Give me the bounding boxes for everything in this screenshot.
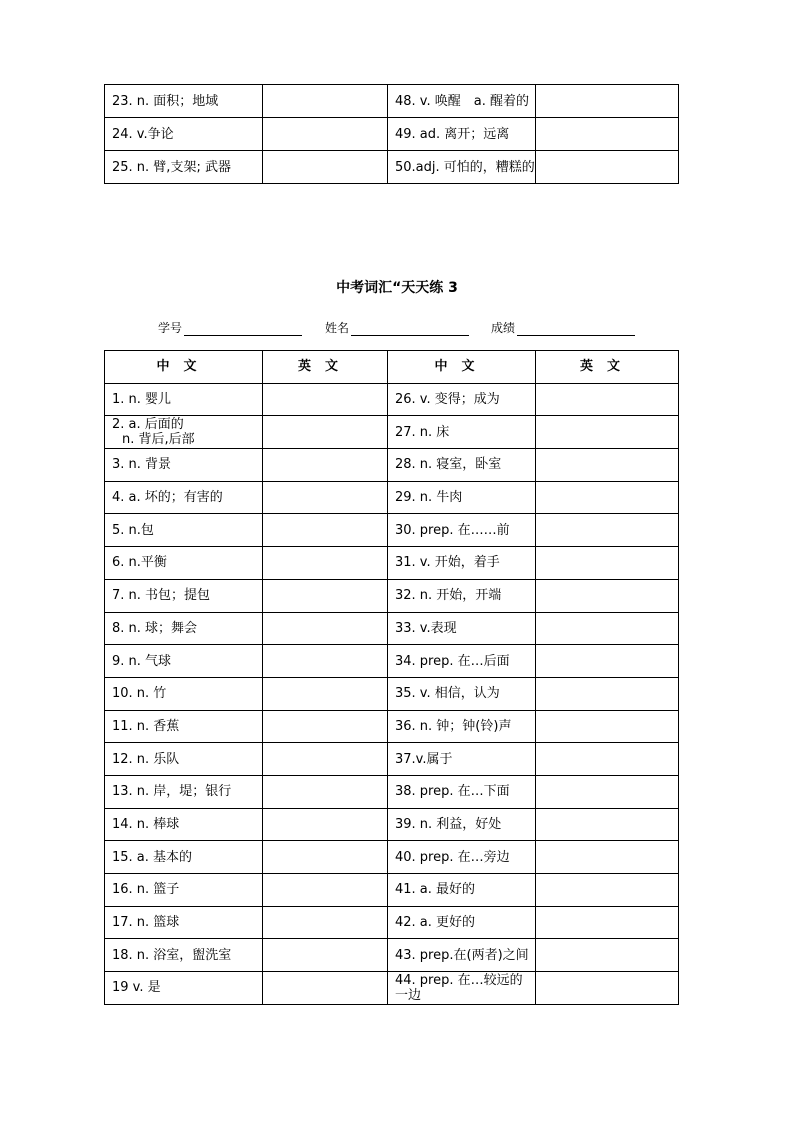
english-answer-blank-right[interactable] bbox=[536, 645, 679, 678]
english-answer-blank-right[interactable] bbox=[536, 151, 679, 184]
student-no-label: 学号 bbox=[158, 321, 183, 335]
chinese-prompt-right bbox=[388, 151, 536, 184]
english-answer-blank-right[interactable] bbox=[536, 118, 679, 151]
prompt-text: 23. n. 面积；地域 bbox=[112, 93, 219, 109]
english-answer-blank-right[interactable] bbox=[536, 579, 679, 612]
chinese-prompt-right bbox=[388, 612, 536, 645]
chinese-prompt-right bbox=[388, 939, 536, 972]
table-row bbox=[105, 743, 679, 776]
table-row bbox=[105, 808, 679, 841]
prompt-text: 19 v. 是 bbox=[112, 980, 161, 996]
english-answer-blank-right[interactable] bbox=[536, 547, 679, 580]
english-answer-blank-right[interactable] bbox=[536, 939, 679, 972]
prompt-text: 26. v. 变得；成为 bbox=[395, 392, 500, 408]
prompt-text: 38. prep. 在…下面 bbox=[395, 784, 510, 800]
prompt-text: 41. a. 最好的 bbox=[395, 882, 476, 898]
table-row bbox=[105, 151, 679, 184]
table-row bbox=[105, 775, 679, 808]
chinese-prompt-left bbox=[105, 481, 263, 514]
chinese-prompt-left bbox=[105, 677, 263, 710]
chinese-prompt-left bbox=[105, 118, 263, 151]
english-answer-blank-left[interactable] bbox=[263, 677, 388, 710]
table-row bbox=[105, 645, 679, 678]
english-answer-blank-left[interactable] bbox=[263, 579, 388, 612]
chinese-prompt-left bbox=[105, 906, 263, 939]
chinese-prompt-left bbox=[105, 743, 263, 776]
english-answer-blank-left[interactable] bbox=[263, 547, 388, 580]
table-row bbox=[105, 514, 679, 547]
prompt-text: 34. prep. 在…后面 bbox=[395, 653, 510, 669]
student-no-field[interactable] bbox=[158, 319, 302, 336]
prompt-text: 36. n. 钟；钟(铃)声 bbox=[395, 718, 512, 734]
prompt-text: 29. n. 牛肉 bbox=[395, 490, 463, 506]
chinese-prompt-left bbox=[105, 416, 263, 449]
chinese-prompt-left bbox=[105, 775, 263, 808]
table-row bbox=[105, 612, 679, 645]
english-answer-blank-right[interactable] bbox=[536, 85, 679, 118]
english-answer-blank-right[interactable] bbox=[536, 514, 679, 547]
chinese-prompt-left bbox=[105, 841, 263, 874]
english-answer-blank-left[interactable] bbox=[263, 481, 388, 514]
chinese-prompt-left bbox=[105, 547, 263, 580]
chinese-prompt-right bbox=[388, 514, 536, 547]
chinese-prompt-right bbox=[388, 743, 536, 776]
chinese-prompt-left bbox=[105, 151, 263, 184]
name-field[interactable] bbox=[325, 319, 469, 336]
table-row bbox=[105, 547, 679, 580]
table-row bbox=[105, 449, 679, 482]
english-answer-blank-left[interactable] bbox=[263, 416, 388, 449]
english-answer-blank-right[interactable] bbox=[536, 874, 679, 907]
english-answer-blank-left[interactable] bbox=[263, 906, 388, 939]
chinese-prompt-left bbox=[105, 808, 263, 841]
english-answer-blank-right[interactable] bbox=[536, 383, 679, 416]
english-answer-blank-right[interactable] bbox=[536, 906, 679, 939]
prompt-text: 44. prep. 在…较远的一边 bbox=[395, 972, 523, 1003]
english-answer-blank-left[interactable] bbox=[263, 808, 388, 841]
prompt-text: 6. n.平衡 bbox=[112, 555, 167, 571]
english-answer-blank-left[interactable] bbox=[263, 151, 388, 184]
chinese-prompt-left bbox=[105, 972, 263, 1005]
prompt-text: 31. v. 开始，着手 bbox=[395, 555, 500, 571]
student-no-blank[interactable] bbox=[184, 322, 302, 336]
chinese-prompt-right bbox=[388, 645, 536, 678]
english-answer-blank-left[interactable] bbox=[263, 514, 388, 547]
english-answer-blank-right[interactable] bbox=[536, 743, 679, 776]
prompt-text: 39. n. 利益，好处 bbox=[395, 816, 502, 832]
prompt-text: 27. n. 床 bbox=[395, 424, 450, 440]
prompt-text: 17. n. 篮球 bbox=[112, 915, 180, 931]
table-row bbox=[105, 481, 679, 514]
english-answer-blank-left[interactable] bbox=[263, 874, 388, 907]
table-row bbox=[105, 416, 679, 449]
prompt-text: 32. n. 开始，开端 bbox=[395, 588, 502, 604]
chinese-prompt-right bbox=[388, 677, 536, 710]
table-row bbox=[105, 841, 679, 874]
top-vocab-table bbox=[104, 84, 679, 184]
prompt-text: 16. n. 篮子 bbox=[112, 882, 180, 898]
english-answer-blank-left[interactable] bbox=[263, 775, 388, 808]
chinese-prompt-right bbox=[388, 775, 536, 808]
prompt-text: 37.v.属于 bbox=[395, 751, 453, 767]
english-answer-blank-right[interactable] bbox=[536, 710, 679, 743]
main-vocab-table bbox=[104, 350, 679, 1005]
prompt-text: 2. a. 后面的 bbox=[112, 417, 184, 433]
table-row bbox=[105, 579, 679, 612]
prompt-text: 33. v.表现 bbox=[395, 620, 457, 636]
chinese-prompt-right bbox=[388, 383, 536, 416]
table-row bbox=[105, 677, 679, 710]
name-blank[interactable] bbox=[351, 322, 469, 336]
prompt-text-line2: n. 背后,后部 bbox=[122, 432, 195, 448]
prompt-text: 35. v. 相信，认为 bbox=[395, 686, 500, 702]
table-row bbox=[105, 710, 679, 743]
chinese-prompt-right bbox=[388, 841, 536, 874]
chinese-prompt-left bbox=[105, 383, 263, 416]
prompt-text: 40. prep. 在…旁边 bbox=[395, 849, 510, 865]
table-row bbox=[105, 874, 679, 907]
prompt-text: 3. n. 背景 bbox=[112, 457, 172, 473]
english-answer-blank-right[interactable] bbox=[536, 449, 679, 482]
prompt-text: 50.adj. 可怕的，糟糕的 bbox=[395, 159, 535, 175]
english-answer-blank-left[interactable] bbox=[263, 85, 388, 118]
prompt-text: 12. n. 乐队 bbox=[112, 751, 180, 767]
prompt-text: 28. n. 寝室，卧室 bbox=[395, 457, 502, 473]
prompt-text: 9. n. 气球 bbox=[112, 653, 172, 669]
prompt-text: 49. ad. 离开；远离 bbox=[395, 126, 510, 142]
prompt-text: 1. n. 婴儿 bbox=[112, 392, 172, 408]
prompt-text: 42. a. 更好的 bbox=[395, 915, 476, 931]
prompt-text: 11. n. 香蕉 bbox=[112, 718, 180, 734]
prompt-text: 10. n. 竹 bbox=[112, 686, 167, 702]
english-answer-blank-right[interactable] bbox=[536, 808, 679, 841]
prompt-text: 13. n. 岸，堤；银行 bbox=[112, 784, 232, 800]
english-answer-blank-left[interactable] bbox=[263, 383, 388, 416]
english-answer-blank-left[interactable] bbox=[263, 118, 388, 151]
prompt-text: 48. v. 唤醒 a. 醒着的 bbox=[395, 93, 529, 109]
top-table-body bbox=[105, 85, 679, 184]
prompt-text: 7. n. 书包；提包 bbox=[112, 588, 211, 604]
chinese-prompt-left bbox=[105, 645, 263, 678]
score-blank[interactable] bbox=[517, 322, 635, 336]
english-answer-blank-left[interactable] bbox=[263, 939, 388, 972]
table-row bbox=[105, 972, 679, 1005]
english-answer-blank-left[interactable] bbox=[263, 449, 388, 482]
table-header-row bbox=[105, 351, 679, 384]
chinese-prompt-right bbox=[388, 449, 536, 482]
chinese-prompt-left bbox=[105, 579, 263, 612]
chinese-prompt-right bbox=[388, 416, 536, 449]
chinese-prompt-right bbox=[388, 547, 536, 580]
page-title: 中考词汇“天天练 3 bbox=[336, 280, 458, 296]
prompt-text: 30. prep. 在……前 bbox=[395, 522, 510, 538]
header-english-1: 英文 bbox=[263, 351, 388, 384]
chinese-prompt-right bbox=[388, 972, 536, 1005]
header-english-2: 英文 bbox=[536, 351, 679, 384]
english-answer-blank-left[interactable] bbox=[263, 645, 388, 678]
header-chinese-1: 中文 bbox=[105, 351, 263, 384]
score-label: 成绩 bbox=[491, 321, 516, 335]
table-row bbox=[105, 118, 679, 151]
english-answer-blank-right[interactable] bbox=[536, 481, 679, 514]
prompt-text: 24. v.争论 bbox=[112, 126, 174, 142]
chinese-prompt-left bbox=[105, 874, 263, 907]
chinese-prompt-left bbox=[105, 85, 263, 118]
chinese-prompt-left bbox=[105, 710, 263, 743]
chinese-prompt-right bbox=[388, 710, 536, 743]
chinese-prompt-right bbox=[388, 118, 536, 151]
english-answer-blank-right[interactable] bbox=[536, 972, 679, 1005]
main-table-body bbox=[105, 351, 679, 1005]
chinese-prompt-right bbox=[388, 579, 536, 612]
chinese-prompt-left bbox=[105, 939, 263, 972]
table-row bbox=[105, 383, 679, 416]
prompt-text: 4. a. 坏的；有害的 bbox=[112, 490, 223, 506]
prompt-text: 25. n. 臂,支架; 武器 bbox=[112, 159, 231, 175]
chinese-prompt-right bbox=[388, 85, 536, 118]
prompt-text: 43. prep.在(两者)之间 bbox=[395, 947, 529, 963]
english-answer-blank-right[interactable] bbox=[536, 775, 679, 808]
english-answer-blank-left[interactable] bbox=[263, 612, 388, 645]
english-answer-blank-right[interactable] bbox=[536, 841, 679, 874]
english-answer-blank-right[interactable] bbox=[536, 416, 679, 449]
name-label: 姓名 bbox=[325, 321, 350, 335]
prompt-text: 14. n. 棒球 bbox=[112, 816, 180, 832]
score-field[interactable] bbox=[491, 319, 635, 336]
english-answer-blank-right[interactable] bbox=[536, 612, 679, 645]
table-row bbox=[105, 939, 679, 972]
chinese-prompt-left bbox=[105, 449, 263, 482]
chinese-prompt-left bbox=[105, 612, 263, 645]
english-answer-blank-right[interactable] bbox=[536, 677, 679, 710]
english-answer-blank-left[interactable] bbox=[263, 841, 388, 874]
chinese-prompt-left bbox=[105, 514, 263, 547]
prompt-text: 15. a. 基本的 bbox=[112, 849, 193, 865]
prompt-text: 5. n.包 bbox=[112, 522, 154, 538]
english-answer-blank-left[interactable] bbox=[263, 972, 388, 1005]
chinese-prompt-right bbox=[388, 906, 536, 939]
prompt-text: 18. n. 浴室，盥洗室 bbox=[112, 947, 232, 963]
table-row bbox=[105, 85, 679, 118]
prompt-text: 8. n. 球；舞会 bbox=[112, 620, 198, 636]
chinese-prompt-right bbox=[388, 808, 536, 841]
english-answer-blank-left[interactable] bbox=[263, 710, 388, 743]
header-chinese-2: 中文 bbox=[388, 351, 536, 384]
chinese-prompt-right bbox=[388, 481, 536, 514]
chinese-prompt-right bbox=[388, 874, 536, 907]
english-answer-blank-left[interactable] bbox=[263, 743, 388, 776]
table-row bbox=[105, 906, 679, 939]
